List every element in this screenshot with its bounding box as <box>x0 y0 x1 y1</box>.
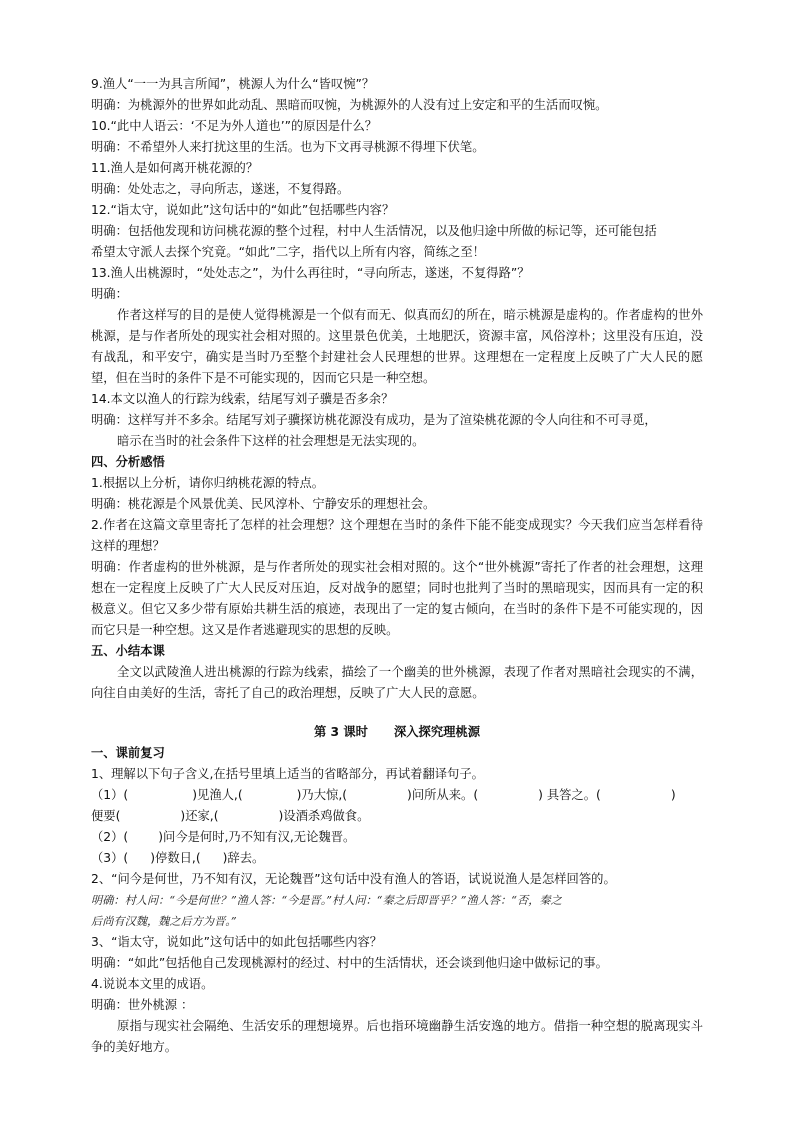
review-item-2-answer-1: 明确：村人问：“今是何世？”渔人答：“今是晋。”村人问：“秦之后即晋乎？”渔人答：“否，秦之 <box>91 894 562 907</box>
question-11: 11.渔人是如何离开桃花源的？ <box>91 161 259 175</box>
review-item-4-answer: 明确：世外桃源 ： <box>91 998 194 1012</box>
answer-12-line-1: 明确：包括他发现和访问桃花源的整个过程，村中人生活情况，以及他归途中所做的标记等，还可能包括 <box>91 224 657 238</box>
question-12: 12.“诣太守，说如此”这句话中的“如此”包括哪些内容？ <box>91 203 395 217</box>
review-item-2: 2、“问今是何世，乃不知有汉，无论魏晋”这句话中没有渔人的答语，试说说渔人是怎样回答的。 <box>91 872 616 886</box>
review-item-4-body: 原指与现实社会隔绝、生活安乐的理想境界。后也指环境幽静生活安逸的地方。借指一种空想的脱离现实斗争的美好地方。 <box>91 1019 703 1054</box>
answer-10: 明确：不希望外人来打扰这里的生活。也为下文再寻桃源不得埋下伏笔。 <box>91 140 485 154</box>
answer-14-line-2: 暗示在当时的社会条件下这样的社会理想是无法实现的。 <box>117 434 425 448</box>
lesson-3-topic: 深入探究理桃源 <box>393 725 481 739</box>
review-item-1-sub-1-cont: 便要( )还家,( )设酒杀鸡做食。 <box>91 809 370 823</box>
answer-13-label: 明确： <box>91 287 128 301</box>
review-item-4: 4.说说本文里的成语。 <box>91 977 214 991</box>
question-9: 9.渔人“一一为具言所闻”，桃源人为什么“皆叹惋”？ <box>91 77 375 91</box>
answer-12-line-2: 希望太守派人去探个究竟。“如此”二字，指代以上所有内容，简练之至！ <box>91 245 485 259</box>
answer-14-line-1: 明确：这样写并不多余。结尾写刘子骥探访桃花源没有成功，是为了渲染桃花源的令人向往和不可寻觅， <box>91 413 657 427</box>
review-item-1-sub-1: （1）( )见渔人,( )乃大惊,( )问所从来。( ) 具答之。( ) <box>91 788 676 802</box>
question-10: 10.“此中人语云：‘不足为外人道也’”的原因是什么？ <box>91 119 378 133</box>
question-14: 14.本文以渔人的行踪为线索，结尾写刘子骥是否多余？ <box>91 392 394 406</box>
section-4-answer-2: 明确：作者虚构的世外桃源，是与作者所处的现实社会相对照的。这个“世外桃源”寄托了作者的社会理想，这理想在一定程度上反映了广大人民反对压迫，反对战争的愿望；同时也批判了当时的黑暗现实，因而具有一定的积极意义。但它又多少带有原始共耕生活的痕迹，表现出了一定的复古倾向，在当时的条件下是不可能实现的，因而它只是一种空想。这又是作者逃避现实的思想的反映。 <box>91 560 703 637</box>
answer-13-paragraph: 作者这样写的目的是使人觉得桃源是一个似有而无、似真而幻的所在，暗示桃源是虚构的。作者虚构的世外桃源，是与作者所处的现实社会相对照的。这里景色优美，土地肥沃，资源丰富，风俗淳朴；这里没有压迫，没有战乱，和平安宁，确实是当时乃至整个封建社会人民理想的世界。这理想在一定程度上反映了广大人民的愿望，但在当时的条件下是不可能实现的，因而它只是一种空想。 <box>91 308 703 385</box>
section-4-question-2: 2.作者在这篇文章里寄托了怎样的社会理想？这个理想在当时的条件下能不能变成现实？今天我们应当怎样看待这样的理想？ <box>91 518 703 553</box>
section-4-heading: 四、分析感悟 <box>91 455 165 469</box>
lesson-3-number: 第 3 课时 <box>313 725 368 739</box>
review-item-1-sub-3: （3）( )停数日,( )辞去。 <box>91 851 265 865</box>
question-13: 13.渔人出桃源时，“处处志之”，为什么再往时，“寻向所志，遂迷，不复得路”？ <box>91 266 530 280</box>
lesson-3-title <box>91 722 703 743</box>
section-5-body: 全文以武陵渔人进出桃源的行踪为线索，描绘了一个幽美的世外桃源，表现了作者对黑暗社会现实的不满，向往自由美好的生活，寄托了自己的政治理想，反映了广大人民的意愿。 <box>91 665 703 700</box>
section-5-heading: 五、小结本课 <box>91 644 165 658</box>
review-heading: 一、课前复习 <box>91 746 165 760</box>
content-column <box>91 74 703 1058</box>
section-4-answer-1: 明确：桃花源是个风景优美、民风淳朴、宁静安乐的理想社会。 <box>91 497 436 511</box>
review-item-3-answer: 明确：“如此”包括他自己发现桃源村的经过、村中的生活情状，还会谈到他归途中做标记的事。 <box>91 956 608 970</box>
review-item-1: 1、理解以下句子含义,在括号里填上适当的省略部分，再试着翻译句子。 <box>91 767 484 781</box>
review-item-1-sub-2: （2）( )问今是何时,乃不知有汉,无论魏晋。 <box>91 830 356 844</box>
answer-9: 明确：为桃源外的世界如此动乱、黑暗而叹惋，为桃源外的人没有过上安定和平的生活而叹惋。 <box>91 98 608 112</box>
section-4-question-1: 1.根据以上分析，请你归纳桃花源的特点。 <box>91 476 325 490</box>
review-item-2-answer-2: 后尚有汉魏，魏之后方为晋。” <box>91 915 237 928</box>
review-item-3: 3、“诣太守，说如此”这句话中的如此包括哪些内容？ <box>91 935 383 949</box>
answer-11: 明确：处处志之，寻向所志，遂迷，不复得路。 <box>91 182 350 196</box>
